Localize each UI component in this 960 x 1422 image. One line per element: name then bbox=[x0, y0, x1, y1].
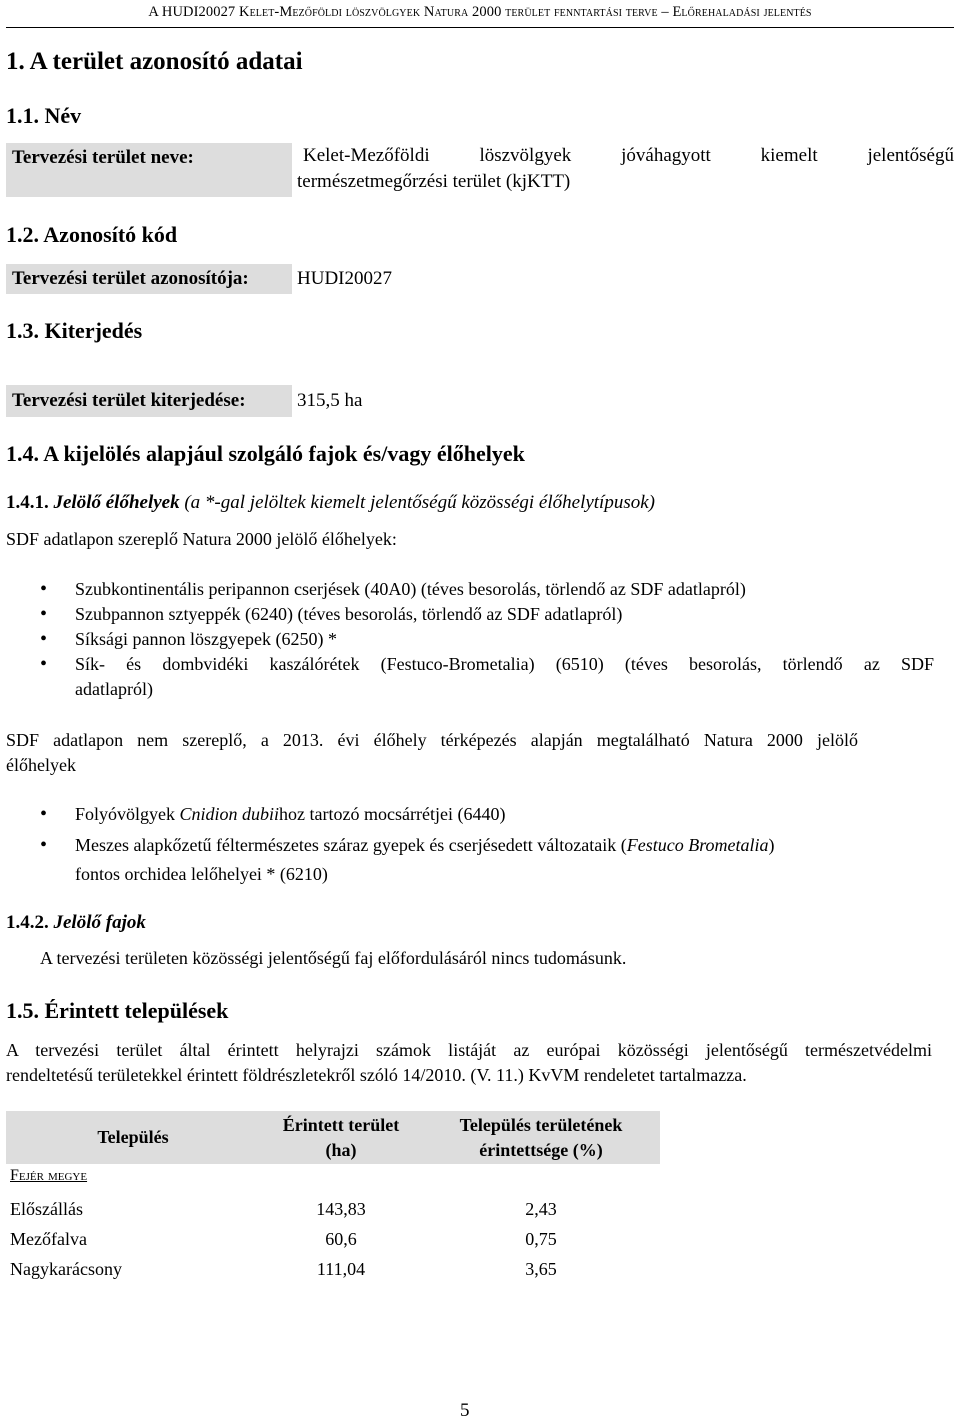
list-item-text-post: hoz tartozó mocsárrétjei (6440) bbox=[279, 804, 506, 824]
area-code-label: Tervezési terület azonosítója: bbox=[6, 264, 292, 294]
settlements-table-header bbox=[6, 1111, 660, 1164]
section-1-4-1-title: Jelölő élőhelyek bbox=[53, 492, 180, 513]
list-item-text-post: ) bbox=[768, 835, 775, 855]
col-header-area-line1: Érintett terület bbox=[282, 1114, 400, 1135]
list-item-text-pre: Meszes alapkőzetű féltermészetes száraz gyepek és cserjésedett változataik ( bbox=[75, 835, 627, 855]
affected-area: 60,6 bbox=[325, 1229, 357, 1249]
section-1-2-title: 1.2. Azonosító kód bbox=[6, 222, 178, 247]
affected-share: 3,65 bbox=[525, 1259, 557, 1279]
section-1-4-2-heading bbox=[6, 912, 146, 934]
species-name: Cnidion dubii bbox=[179, 804, 280, 824]
sdf-habitats-intro: SDF adatlapon szereplő Natura 2000 jelölő élőhelyek: bbox=[6, 529, 397, 549]
running-header: A HUDI20027 Kelet-Mezőföldi löszvölgyek Natura 2000 terület fenntartási terve – Előrehaladási jelentés bbox=[148, 4, 812, 20]
habitat-latin-name: Festuco Brometalia bbox=[626, 835, 769, 855]
section-1-1-title: 1.1. Név bbox=[6, 103, 82, 128]
table-row bbox=[10, 1257, 660, 1282]
settlements-text-line1: A tervezési terület által érintett helyrajzi számok listáját az európai közösségi jelentőségű természetvédelmi bbox=[6, 1040, 932, 1060]
affected-share: 2,43 bbox=[525, 1199, 557, 1219]
settlements-text-line2: rendeltetésű területekkel érintett földrészletekről szóló 14/2010. (V. 11.) KvVM rendeletet tartalmazza. bbox=[6, 1065, 747, 1085]
col-header-area-line2: (ha) bbox=[325, 1139, 357, 1160]
col-header-area bbox=[260, 1111, 422, 1164]
col-header-share-line1: Település területének bbox=[459, 1114, 623, 1135]
settlement-name: Előszállás bbox=[10, 1199, 83, 1219]
section-1-3-title: 1.3. Kiterjedés bbox=[6, 318, 143, 343]
list-item bbox=[42, 802, 934, 827]
section-1-4-title: 1.4. A kijelölés alapjául szolgáló fajok és/vagy élőhelyek bbox=[6, 441, 525, 466]
col-header-settlement: Település bbox=[97, 1127, 169, 1147]
affected-share: 0,75 bbox=[525, 1229, 557, 1249]
list-item bbox=[42, 831, 934, 889]
affected-area: 143,83 bbox=[316, 1199, 366, 1219]
extra-habitats-list bbox=[42, 802, 934, 889]
table-row bbox=[10, 1227, 660, 1252]
col-header-share-line2: érintettsége (%) bbox=[479, 1139, 603, 1160]
header-divider bbox=[6, 27, 954, 28]
section-1-4-2-number: 1.4.2. bbox=[6, 912, 49, 933]
area-extent-label: Tervezési terület kiterjedése: bbox=[6, 385, 292, 417]
col-header-share bbox=[422, 1111, 660, 1164]
section-1-4-1-heading bbox=[6, 492, 655, 514]
settlement-name: Mezőfalva bbox=[10, 1229, 87, 1249]
list-item-line2: adatlapról) bbox=[75, 679, 153, 699]
list-item bbox=[42, 652, 934, 702]
list-item: • Síksági pannon löszgyepek (6250) * bbox=[42, 627, 934, 652]
list-item-line2: fontos orchidea lelőhelyei * (6210) bbox=[75, 864, 328, 884]
affected-area: 111,04 bbox=[316, 1259, 366, 1279]
area-extent-value: 315,5 ha bbox=[297, 390, 363, 411]
section-1-4-2-title: Jelölő fajok bbox=[53, 912, 146, 933]
settlement-name: Nagykarácsony bbox=[10, 1259, 122, 1279]
list-item: • Szubkontinentális peripannon cserjések (40A0) (téves besorolás, törlendő az SDF adatlapról) bbox=[42, 577, 934, 602]
extra-habitats-intro-line2: élőhelyek bbox=[6, 755, 76, 775]
sdf-habitats-list bbox=[42, 577, 934, 702]
section-1-4-1-subtitle: (a *-gal jelöltek kiemelt jelentőségű közösségi élőhelytípusok) bbox=[184, 492, 655, 513]
species-statement: A tervezési területen közösségi jelentőségű faj előfordulásáról nincs tudomásunk. bbox=[40, 948, 627, 968]
section-1-4-1-number: 1.4.1. bbox=[6, 492, 49, 513]
area-name-value-line1: Kelet-Mezőföldi löszvölgyek jóváhagyott kiemelt jelentőségű bbox=[303, 145, 954, 166]
county-label: Fejér megye bbox=[10, 1167, 88, 1184]
list-item-line1: • Sík- és dombvidéki kaszálórétek (Festuco-Brometalia) (6510) (téves besorolás, törlendő az SDF bbox=[75, 654, 934, 674]
area-name-value-line2: természetmegőrzési terület (kjKTT) bbox=[297, 171, 571, 192]
area-code-value: HUDI20027 bbox=[297, 268, 392, 289]
list-item: • Szubpannon sztyeppék (6240) (téves besorolás, törlendő az SDF adatlapról) bbox=[42, 602, 934, 627]
extra-habitats-intro-line1: SDF adatlapon nem szereplő, a 2013. évi élőhely térképezés alapján megtalálható Natura 2000 jelölő bbox=[6, 730, 858, 750]
area-name-label: Tervezési terület neve: bbox=[6, 143, 292, 197]
section-1-5-title: 1.5. Érintett települések bbox=[6, 998, 229, 1023]
list-item-text-pre: Folyóvölgyek bbox=[75, 804, 180, 824]
table-row bbox=[10, 1197, 660, 1222]
section-1-title: 1. A terület azonosító adatai bbox=[6, 48, 303, 75]
page-number: 5 bbox=[460, 1400, 470, 1421]
